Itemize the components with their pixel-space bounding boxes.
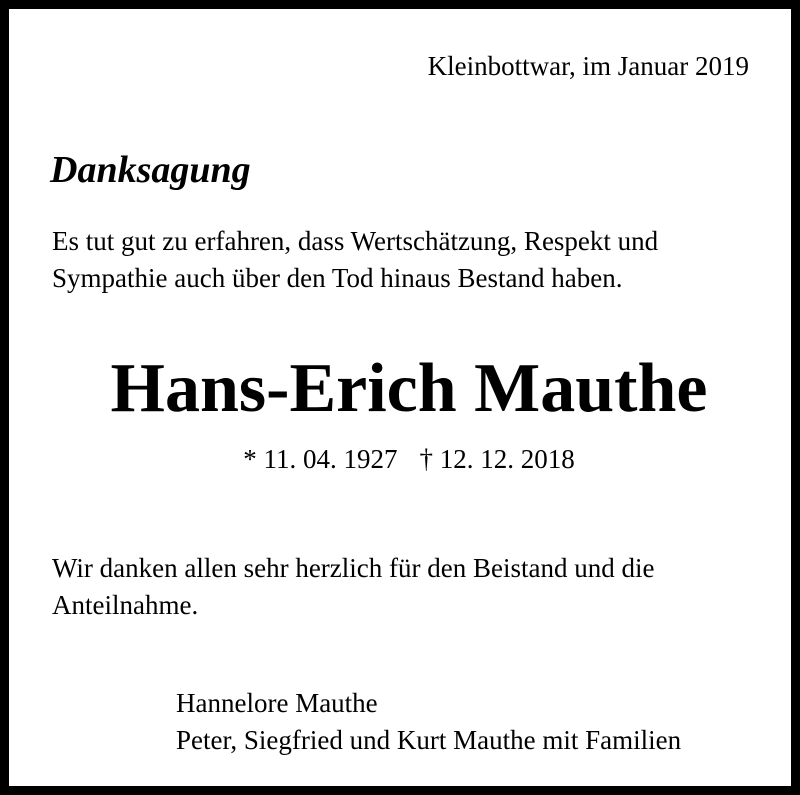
thanks-line: Wir danken allen sehr herzlich für den Beistand und die [52, 553, 655, 583]
death-date: † 12. 12. 2018 [419, 444, 575, 474]
intro-text [52, 223, 772, 297]
intro-line: Sympathie auch über den Tod hinaus Bestand haben. [52, 263, 623, 293]
deceased-name: Hans-Erich Mauthe [110, 350, 708, 427]
thanks-text [52, 550, 772, 624]
intro-line: Es tut gut zu erfahren, dass Wertschätzung, Respekt und [52, 226, 659, 256]
place-date: Kleinbottwar, im Januar 2019 [427, 51, 749, 81]
birth-date: * 11. 04. 1927 [243, 444, 398, 474]
signers [176, 685, 681, 759]
notice-heading: Danksagung [50, 149, 251, 191]
signer-line: Peter, Siegfried und Kurt Mauthe mit Familien [176, 725, 682, 755]
thanks-line: Anteilnahme. [52, 590, 199, 620]
life-dates [9, 441, 800, 477]
signer-line: Hannelore Mauthe [176, 688, 378, 718]
